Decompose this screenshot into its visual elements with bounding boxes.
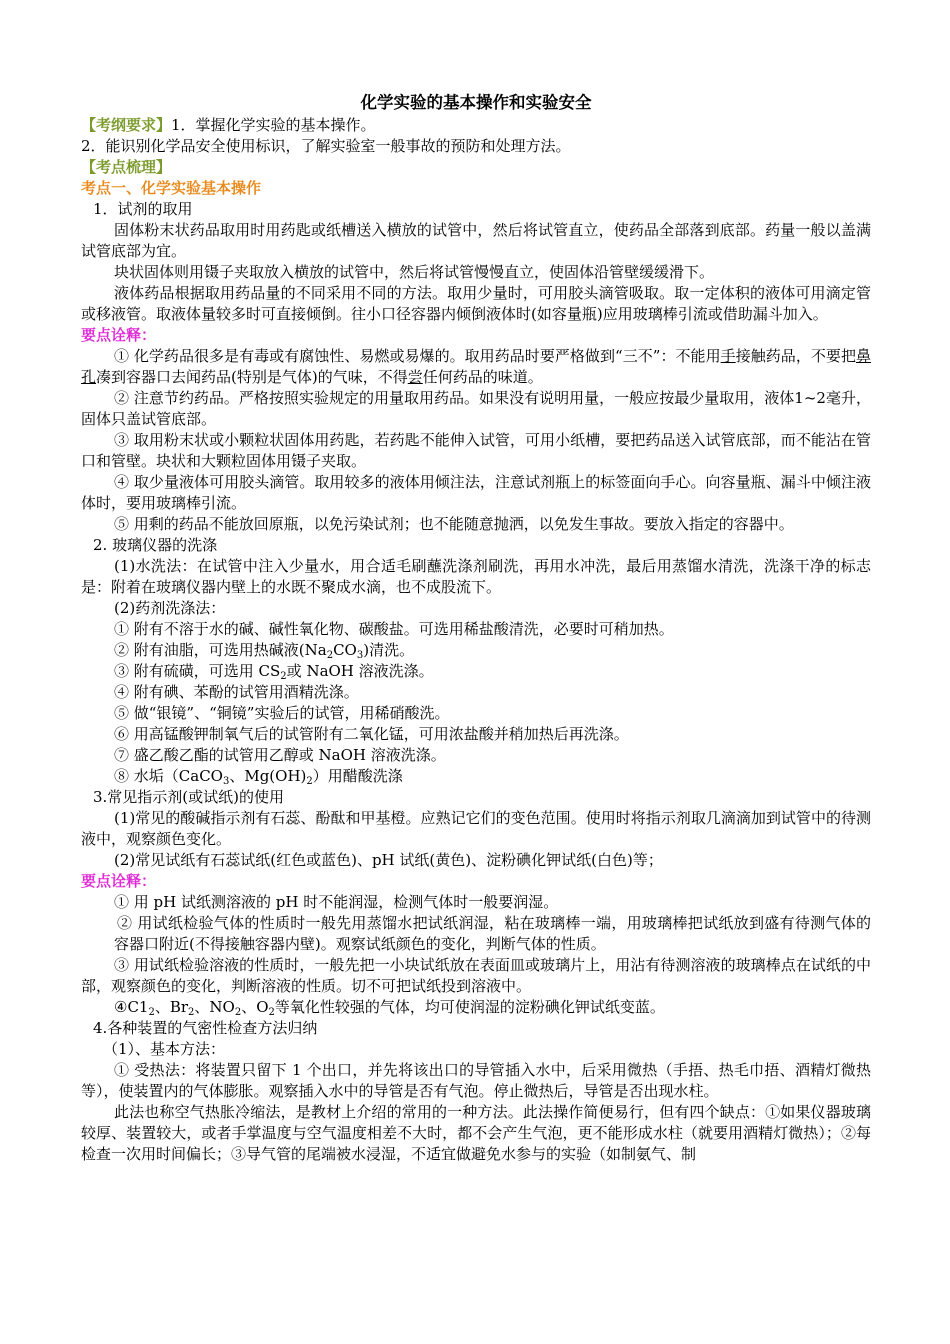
test-point-4-c: 、NO [194, 998, 235, 1016]
key-point-2: ② 注意节约药品。严格按照实验规定的用量取用药品。如果没有说明用量，一般应按最少量取用，液体1~2毫升，固体只盖试管底部。 [81, 389, 871, 428]
wash-item-8-sub1: 3 [222, 776, 230, 787]
test-point-4-sub1: 2 [148, 1007, 155, 1018]
wash-item-4: ④ 附有碘、苯酚的试管用酒精洗涤。 [114, 683, 359, 701]
test-point-4-sub4: 2 [268, 1007, 275, 1018]
wash-item-3-a: ③ 附有硫磺，可选用 CS [114, 662, 281, 680]
test-point-3: ③ 用试纸检验溶液的性质时，一般先把一小块试纸放在表面皿或玻璃片上，用沾有待测溶液的玻璃棒点在试纸的中部，观察颜色的变化，判断溶液的性质。切不可把试纸投到溶液中。 [81, 956, 871, 995]
requirement-label: 【考纲要求】 [81, 116, 172, 134]
wash-item-2 [81, 640, 871, 661]
wash-item-2-sub2: 3 [356, 650, 364, 661]
wash-item-5: ⑤ 做“银镜”、“铜镜”实验后的试管，用稀硝酸洗。 [114, 704, 450, 722]
wash-item-8-sub2: 2 [306, 776, 313, 787]
section4-paragraph-1: ① 受热法：将装置只留下 1 个出口，并先将该出口的导管插入水中，后采用微热（手捂、热毛巾捂、酒精灯微热等），使装置内的气体膨胀。观察插入水中的导管是否有气泡。停止微热后，导管是否出现水柱。 [81, 1061, 871, 1100]
test-point-4-b: 、Br [154, 998, 189, 1016]
key-point-3: ③ 取用粉末状或小颗粒状固体用药匙，若药匙不能伸入试管，可用小纸槽，要把药品送入试管底部，而不能沾在管口和管壁。块状和大颗粒固体用镊子夹取。 [81, 431, 871, 470]
wash-item-1: ① 附有不溶于水的碱、碱性氧化物、碳酸盐。可选用稀盐酸清洗，必要时可稍加热。 [114, 620, 674, 638]
test-point-4-sub2: 2 [188, 1007, 195, 1018]
section4-subheading: （1）、基本方法： [103, 1040, 226, 1058]
test-point-4-d: 、O [241, 998, 269, 1016]
key-point-1 [81, 346, 871, 388]
section1-paragraph-3: 液体药品根据取用药品量的不同采用不同的方法。取用少量时，可用胶头滴管吸取。取一定体积的液体可用滴定管或移液管。取液体量较多时可直接倾倒。往小口径容器内倾倒液体时(如容量瓶)应用玻璃棒引流或借助漏斗加入。 [81, 284, 871, 323]
section2-paragraph-2: (2)药剂洗涤法： [114, 599, 226, 617]
test-point-1: ① 用 pH 试纸测溶液的 pH 时不能润湿，检测气体时一般要润湿。 [114, 893, 559, 911]
wash-item-8-a: ⑧ 水垢（CaCO [114, 767, 223, 785]
key-points-label-2: 要点诠释： [81, 872, 157, 890]
section3-paragraph-1: (1)常见的酸碱指示剂有石蕊、酚酞和甲基橙。应熟记它们的变色范围。使用时将指示剂取几滴滴加到试管中的待测液中，观察颜色变化。 [81, 809, 871, 848]
section1-heading: 1．试剂的取用 [93, 200, 193, 218]
key-point-1-nose: 鼻孔 [81, 347, 871, 386]
section2-paragraph-1: (1)水洗法：在试管中注入少量水，用合适毛刷蘸洗涤剂刷洗，再用水冲洗，最后用蒸馏水清洗，洗涤干净的标志是：附着在玻璃仪器内壁上的水既不聚成水滴，也不成股流下。 [81, 557, 871, 596]
key-point-1-text-d: 任何药品的味道。 [422, 368, 543, 386]
wash-item-2-sub1: 2 [326, 650, 334, 661]
requirement-1: 1．掌握化学实验的基本操作。 [171, 116, 376, 134]
key-point-5: ⑤ 用剩的药品不能放回原瓶，以免污染试剂；也不能随意抛洒，以免发生事故。要放入指定的容器中。 [114, 515, 794, 533]
wash-item-7: ⑦ 盛乙酸乙酯的试管用乙醇或 NaOH 溶液洗涤。 [114, 746, 446, 764]
section4-paragraph-2: 此法也称空气热胀冷缩法，是教材上介绍的常用的一种方法。此法操作简便易行，但有四个缺点：①如果仪器玻璃较厚、装置较大，或者手掌温度与空气温度相差不大时，都不会产生气泡，更不能形成水柱（就要用酒精灯微热）；②每检查一次用时间偏长；③导气管的尾端被水浸湿，不适宜做避免水参与的实验（如制氨气、制 [81, 1103, 871, 1163]
document-page [81, 92, 871, 1165]
section2-heading: 2. 玻璃仪器的洗涤 [93, 536, 218, 554]
section4-heading: 4.各种装置的气密性检查方法归纳 [93, 1019, 318, 1037]
wash-item-3-b: 或 NaOH 溶液洗涤。 [286, 662, 434, 680]
wash-item-2-a: ② 附有油脂，可选用热碱液(Na [114, 641, 327, 659]
document-title: 化学实验的基本操作和实验安全 [360, 93, 592, 112]
wash-item-3-sub1: 2 [280, 671, 287, 682]
wash-item-6: ⑥ 用高锰酸钾制氧气后的试管附有二氧化锰，可用浓盐酸并稍加热后再洗涤。 [114, 725, 629, 743]
test-point-4 [81, 997, 871, 1018]
key-points-label: 要点诠释： [81, 326, 157, 344]
point1-heading: 考点一、化学实验基本操作 [81, 179, 262, 197]
key-point-1-text-c: 凑到容器口去闻药品(特别是气体)的气味，不得 [96, 368, 408, 386]
wash-item-3 [81, 661, 871, 682]
key-point-1-text-b: 接触药品，不要把 [735, 347, 856, 365]
test-point-4-sub3: 2 [234, 1007, 242, 1018]
test-point-2: ② 用试纸检验气体的性质时一般先用蒸馏水把试纸润湿，粘在玻璃棒一端，用玻璃棒把试纸放到盛有待测气体的容器口附近(不得接触容器内壁)。观察试纸颜色的变化，判断气体的性质。 [114, 914, 871, 953]
section3-heading: 3.常见指示剂(或试纸)的使用 [93, 788, 285, 806]
key-point-1-text-a: ① 化学药品很多是有毒或有腐蚀性、易燃或易爆的。取用药品时要严格做到“三不”：不能用 [114, 347, 721, 365]
wash-item-8-b: 、Mg(OH) [229, 767, 307, 785]
test-point-4-e: 等氧化性较强的气体，均可使润湿的淀粉碘化钾试纸变蓝。 [274, 998, 665, 1016]
wash-item-2-b: CO [333, 641, 357, 659]
key-point-4: ④ 取少量液体可用胶头滴管。取用较多的液体用倾注法，注意试剂瓶上的标签面向手心。向容量瓶、漏斗中倾注液体时，要用玻璃棒引流。 [81, 473, 871, 512]
wash-item-8-c: ）用醋酸洗涤 [312, 767, 403, 785]
key-point-1-taste: 尝 [407, 368, 423, 386]
section1-paragraph-1: 固体粉末状药品取用时用药匙或纸槽送入横放的试管中，然后将试管直立，使药品全部落到底部。药量一般以盖满试管底部为宜。 [81, 221, 871, 260]
section3-paragraph-2: (2)常见试纸有石蕊试纸(红色或蓝色)、pH 试纸(黄色)、淀粉碘化钾试纸(白色)等； [114, 851, 663, 869]
section1-paragraph-2: 块状固体则用镊子夹取放入横放的试管中，然后将试管慢慢直立，使固体沿管壁缓缓滑下。 [114, 263, 715, 281]
requirement-line-1 [81, 115, 871, 136]
test-point-4-a: ④C1 [114, 998, 149, 1016]
wash-item-2-c: )清洗。 [363, 641, 415, 659]
requirement-2: 2．能识别化学品安全使用标识，了解实验室一般事故的预防和处理方法。 [81, 137, 571, 155]
wash-item-8 [81, 766, 871, 787]
points-label: 【考点梳理】 [81, 158, 172, 176]
key-point-1-hand: 手 [720, 347, 736, 365]
